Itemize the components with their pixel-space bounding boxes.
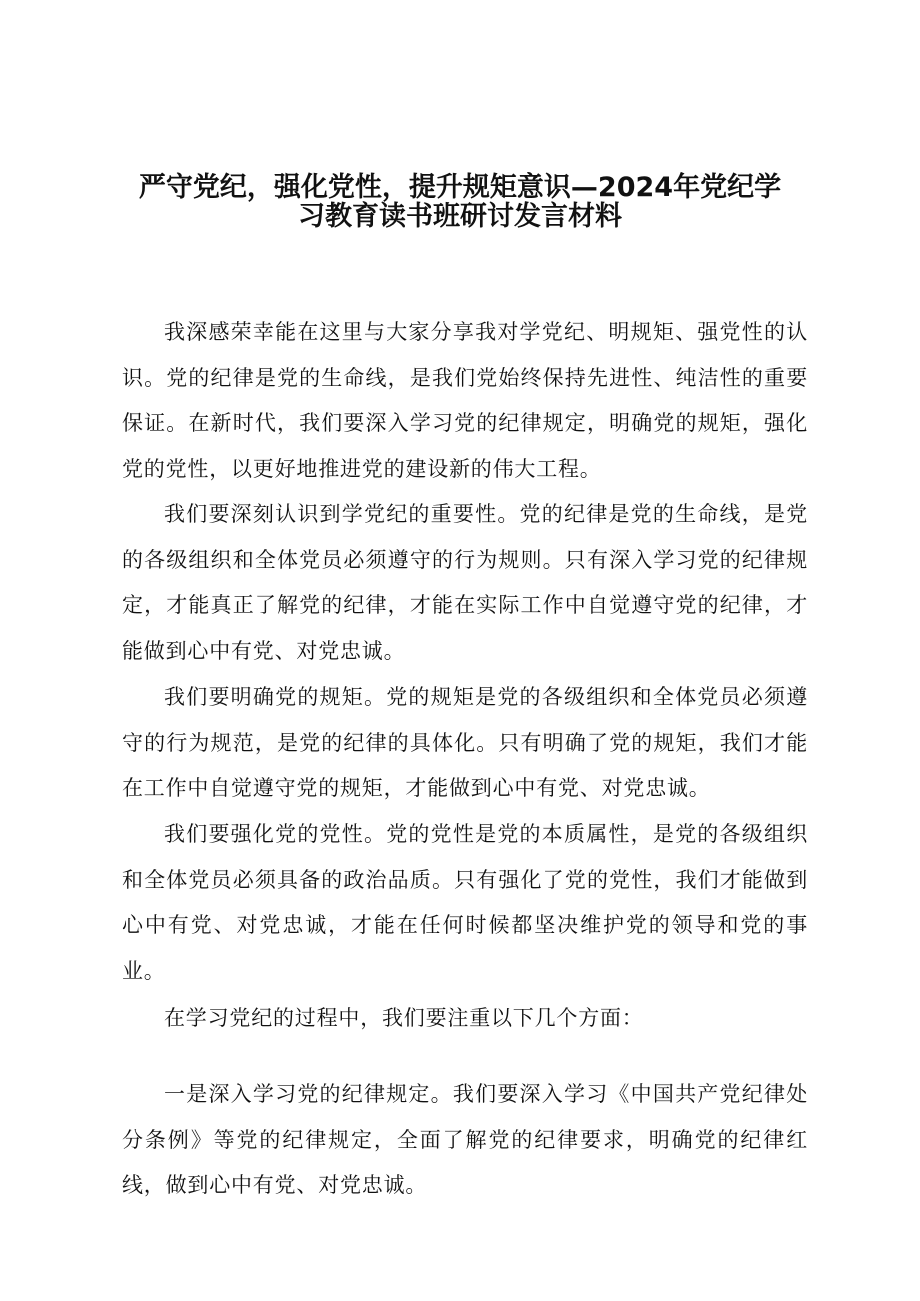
paragraph-importance: 我们要深刻认识到学党纪的重要性。党的纪律是党的生命线，是党的各级组织和全体党员必须遵守的行为规则。只有深入学习党的纪律规定，才能真正了解党的纪律，才能在实际工作中自觉遵守党的纪律，才能做到心中有党、对党忠诚。 — [122, 502, 808, 663]
paragraph-point-one: 一是深入学习党的纪律规定。我们要深入学习《中国共产党纪律处分条例》等党的纪律规定，全面了解党的纪律要求，明确党的纪律红线，做到心中有党、对党忠诚。 — [122, 1082, 808, 1197]
paragraph-aspects-intro: 在学习党纪的过程中，我们要注重以下几个方面： — [164, 1006, 644, 1030]
paragraph-rules: 我们要明确党的规矩。党的规矩是党的各级组织和全体党员必须遵守的行为规范，是党的纪律的具体化。只有明确了党的规矩，我们才能在工作中自觉遵守党的规矩，才能做到心中有党、对党忠诚。 — [122, 685, 808, 800]
paragraph-intro: 我深感荣幸能在这里与大家分享我对学党纪、明规矩、强党性的认识。党的纪律是党的生命线，是我们党始终保持先进性、纯洁性的重要保证。在新时代，我们要深入学习党的纪律规定，明确党的规矩，强化党的党性，以更好地推进党的建设新的伟大工程。 — [122, 320, 808, 481]
document-title-line-1: 严守党纪，强化党性，提升规矩意识—2024年党纪学 — [138, 172, 782, 203]
paragraph-party-spirit: 我们要强化党的党性。党的党性是党的本质属性，是党的各级组织和全体党员必须具备的政治品质。只有强化了党的党性，我们才能做到心中有党、对党忠诚，才能在任何时候都坚决维护党的领导和党的事业。 — [122, 822, 808, 983]
document-title-line-2: 习教育读书班研讨发言材料 — [298, 201, 622, 232]
